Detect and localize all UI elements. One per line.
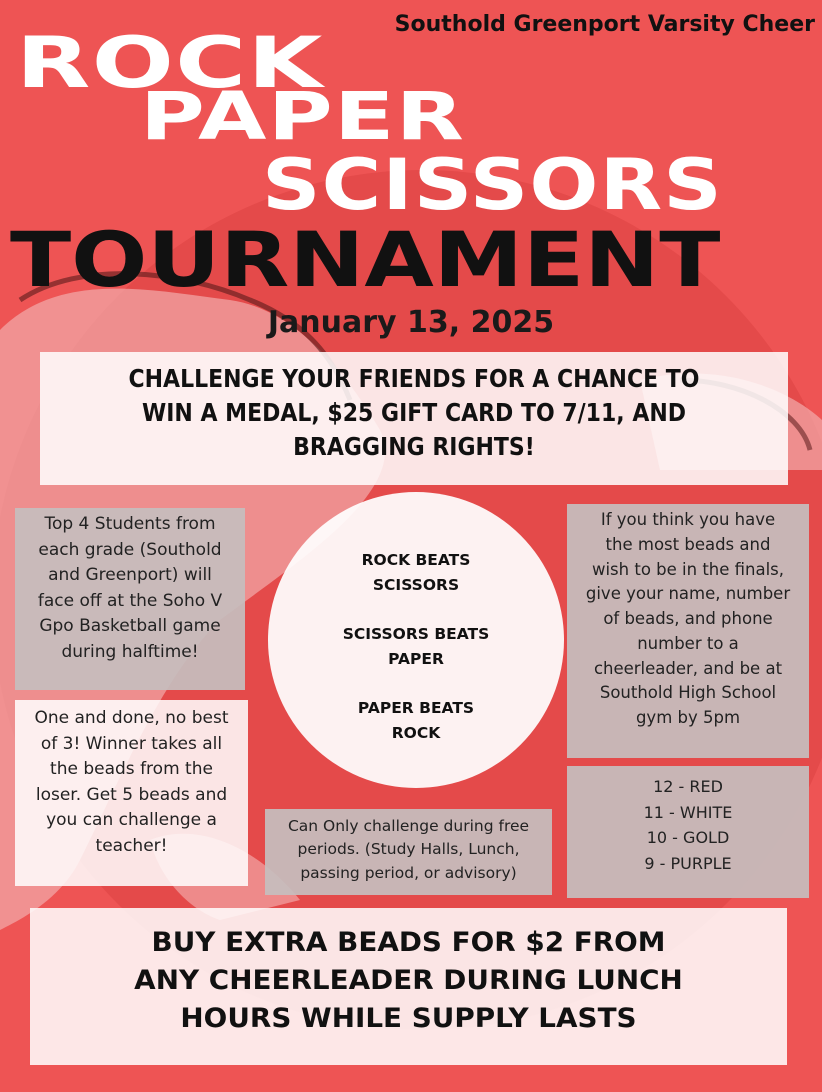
finals-line: number to a	[637, 633, 739, 653]
title-rock: ROCK	[16, 22, 324, 104]
bead-color-grade-9: 9 - PURPLE	[644, 853, 732, 873]
prize-line-2: WIN A MEDAL, $25 GIFT CARD TO 7/11, AND	[141, 398, 687, 427]
buy-beads-line: ANY CHEERLEADER DURING LUNCH	[134, 964, 683, 996]
bead-color-grade-10: 10 - GOLD	[646, 828, 730, 848]
rule-paper-beats-rock	[268, 696, 564, 746]
top-students-line: face off at the Soho V	[37, 590, 223, 611]
one-and-done-line: of 3! Winner takes all	[40, 733, 223, 754]
top-students-line: and Greenport) will	[48, 565, 212, 585]
title-tournament: TOURNAMENT	[10, 215, 721, 304]
prize-line-1: CHALLENGE YOUR FRIENDS FOR A CHANCE TO	[128, 364, 700, 393]
prize-line-3: BRAGGING RIGHTS!	[293, 432, 535, 461]
rule-line: SCISSORS	[372, 575, 460, 594]
buy-beads-banner	[30, 908, 787, 1065]
finals-line: of beads, and phone	[603, 609, 773, 628]
prize-banner	[40, 352, 788, 485]
finals-line: Southold High School	[599, 683, 777, 703]
rule-line: SCISSORS BEATS	[342, 625, 490, 643]
rule-rock-beats-scissors	[268, 548, 564, 598]
top-students-line: Top 4 Students from	[44, 514, 216, 534]
title-scissors: SCISSORS	[262, 144, 723, 226]
title-paper: PAPER	[140, 78, 466, 155]
rule-line: PAPER BEATS	[357, 699, 475, 717]
bead-color-grade-12: 12 - RED	[653, 777, 723, 796]
rule-line: ROCK BEATS	[361, 551, 471, 569]
rule-line: PAPER	[388, 649, 444, 668]
rule-scissors-beats-paper	[268, 622, 564, 672]
rules-circle	[268, 492, 564, 788]
challenge-periods-line: passing period, or advisory)	[300, 863, 517, 882]
organization-name: Southold Greenport Varsity Cheer	[394, 12, 815, 37]
one-and-done-line: you can challenge a	[46, 810, 217, 830]
challenge-periods-card	[265, 809, 552, 895]
bead-colors-card	[567, 766, 809, 898]
finals-line: If you think you have	[600, 510, 776, 529]
finals-line: wish to be in the finals,	[591, 559, 785, 579]
top-students-line: during halftime!	[61, 641, 199, 662]
rule-line: ROCK	[391, 723, 441, 742]
one-and-done-card	[15, 700, 248, 886]
finals-card	[567, 504, 809, 758]
buy-beads-line: HOURS WHILE SUPPLY LASTS	[180, 1002, 637, 1034]
bead-color-grade-11: 11 - WHITE	[643, 802, 733, 822]
finals-line: give your name, number	[585, 584, 791, 604]
finals-line: the most beads and	[605, 534, 771, 554]
finals-line: cheerleader, and be at	[593, 658, 783, 678]
buy-beads-line: BUY EXTRA BEADS FOR $2 FROM	[151, 927, 666, 958]
event-date: January 13, 2025	[267, 305, 555, 340]
one-and-done-line: teacher!	[95, 835, 168, 856]
top-students-line: Gpo Basketball game	[39, 616, 221, 636]
challenge-periods-line: Can Only challenge during free	[287, 817, 530, 835]
challenge-periods-line: periods. (Study Halls, Lunch,	[297, 840, 520, 859]
top-students-card	[15, 508, 245, 690]
one-and-done-line: One and done, no best	[34, 708, 229, 728]
top-students-line: each grade (Southold	[38, 539, 222, 560]
one-and-done-line: the beads from the	[50, 759, 213, 779]
one-and-done-line: loser. Get 5 beads and	[35, 784, 228, 805]
finals-line: gym by 5pm	[635, 708, 741, 727]
